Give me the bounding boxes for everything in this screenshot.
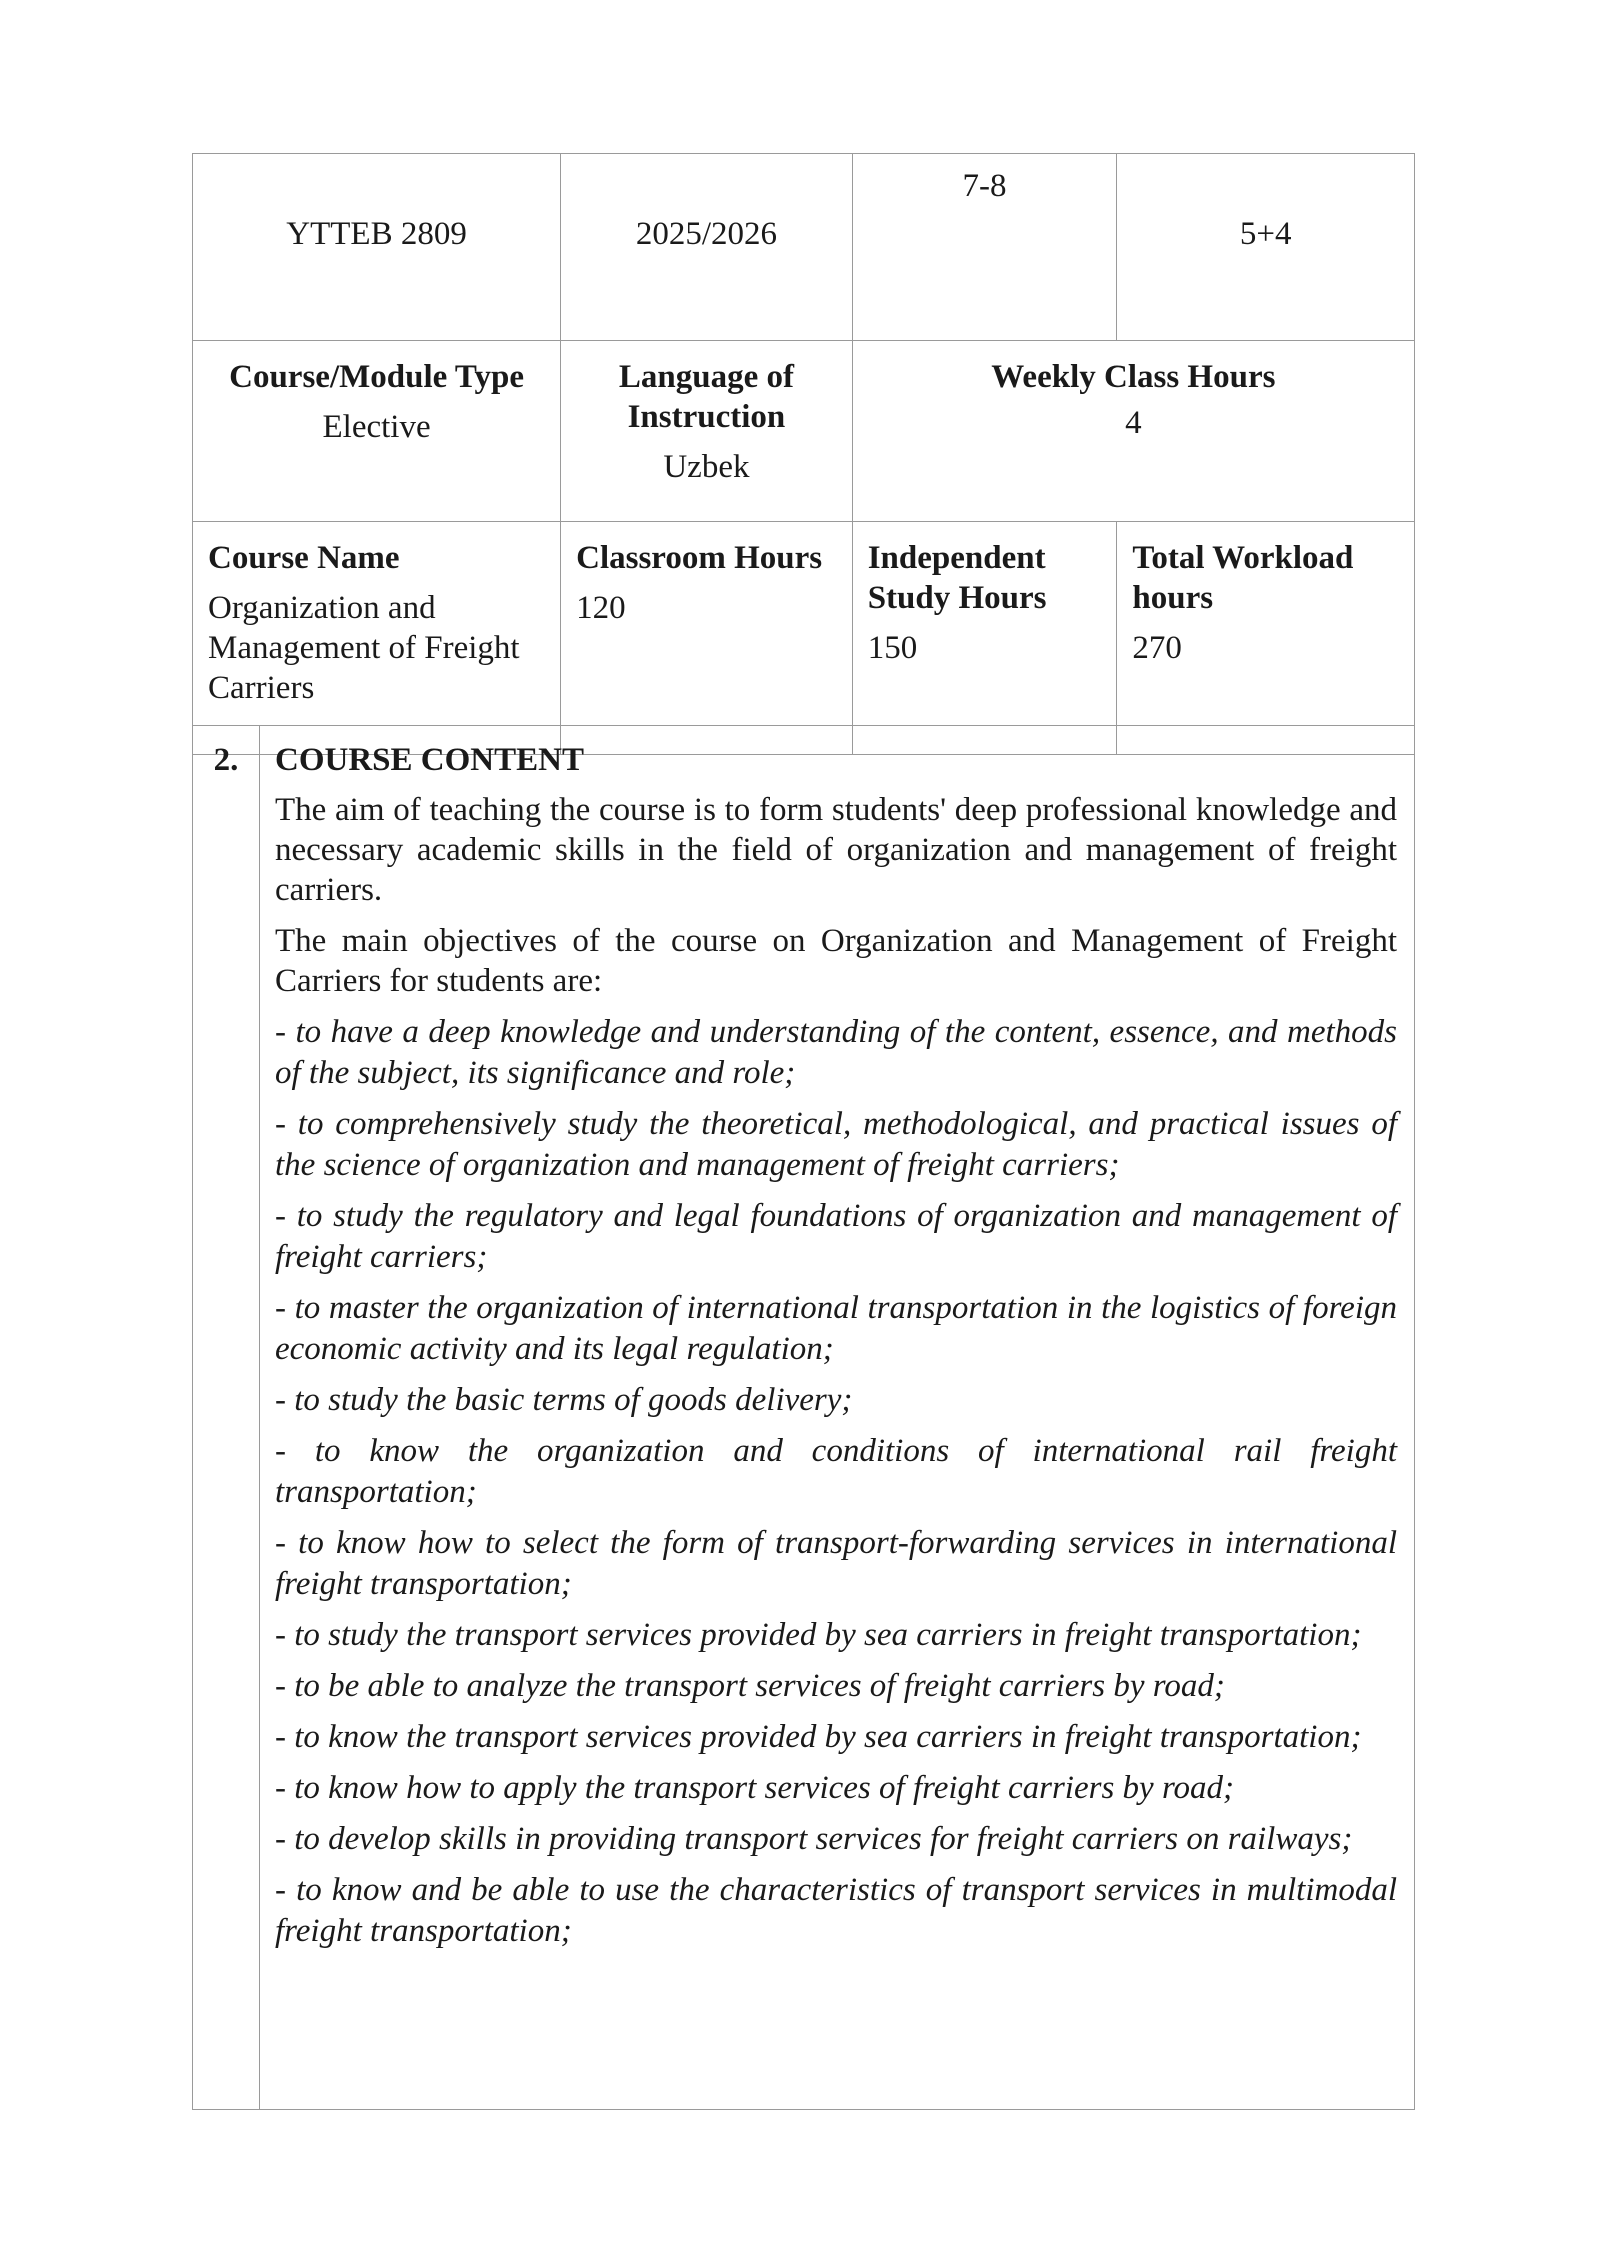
weekly-hours-label: Weekly Class Hours <box>991 359 1276 395</box>
objective-item: - to study the regulatory and legal foundations of organization and management of freight carriers; <box>275 1198 1397 1275</box>
independent-hours-cell <box>852 522 1117 755</box>
course-content-row <box>193 726 1415 2110</box>
course-info-row-1 <box>193 154 1415 341</box>
objective-item: - to develop skills in providing transport services for freight carriers on railways; <box>275 1821 1353 1857</box>
objective-item: - to know the transport services provided by sea carriers in freight transportation; <box>275 1719 1362 1755</box>
objective-item: - to comprehensively study the theoretical, methodological, and practical issues of the science of organization and management of freight carriers; <box>275 1106 1397 1183</box>
credits: 5+4 <box>1117 154 1415 341</box>
classroom-hours-value: 120 <box>576 590 626 626</box>
course-info-table <box>192 153 1415 755</box>
weekly-hours-value: 4 <box>1125 405 1142 441</box>
independent-hours-value: 150 <box>867 630 918 666</box>
course-aim: The aim of teaching the course is to form students' deep professional knowledge and necessary academic skills in the field of organization and management of freight carriers. <box>275 792 1397 908</box>
objective-item: - to know and be able to use the characteristics of transport services in multimodal freight transportation; <box>275 1872 1397 1949</box>
classroom-hours-label: Classroom Hours <box>576 540 823 576</box>
course-name-cell <box>193 522 561 755</box>
objective-item: - to know how to select the form of transport-forwarding services in international freight transportation; <box>275 1525 1397 1602</box>
course-type-cell <box>193 341 561 522</box>
weekly-hours-cell <box>852 341 1414 522</box>
course-type-label: Course/Module Type <box>229 359 524 395</box>
total-workload-value: 270 <box>1132 630 1182 666</box>
objective-item: - to study the transport services provided by sea carriers in freight transportation; <box>275 1617 1362 1653</box>
objective-item: - to have a deep knowledge and understanding of the content, essence, and methods of the subject, its significance and role; <box>275 1014 1397 1091</box>
objectives-intro: The main objectives of the course on Organization and Management of Freight Carriers for students are: <box>275 923 1397 999</box>
language-value: Uzbek <box>663 449 750 485</box>
total-workload-label: Total Workload hours <box>1132 540 1354 616</box>
objective-item: - to be able to analyze the transport services of freight carriers by road; <box>275 1668 1225 1704</box>
academic-year: 2025/2026 <box>561 154 853 341</box>
course-info-row-3 <box>193 522 1415 755</box>
course-info-row-2 <box>193 341 1415 522</box>
total-workload-cell <box>1117 522 1415 755</box>
section-title: COURSE CONTENT <box>275 742 584 778</box>
objective-item: - to know the organization and conditions of international rail freight transportation; <box>275 1433 1397 1510</box>
section-number: 2. <box>193 726 260 2110</box>
course-content-cell <box>260 726 1415 2110</box>
course-name-value: Organization and Management of Freight Carriers <box>208 590 520 706</box>
objective-item: - to study the basic terms of goods delivery; <box>275 1382 853 1418</box>
independent-hours-label: Independent Study Hours <box>867 540 1047 616</box>
language-label: Language of Instruction <box>618 359 794 435</box>
semester: 7-8 <box>852 154 1117 341</box>
course-code: YTTEB 2809 <box>193 154 561 341</box>
objective-item: - to master the organization of international transportation in the logistics of foreign economic activity and its legal regulation; <box>275 1290 1397 1367</box>
course-name-label: Course Name <box>208 540 400 576</box>
classroom-hours-cell <box>561 522 853 755</box>
language-cell <box>561 341 853 522</box>
objective-item: - to know how to apply the transport services of freight carriers by road; <box>275 1770 1235 1806</box>
course-content-table <box>192 725 1415 2110</box>
course-type-value: Elective <box>322 409 431 445</box>
